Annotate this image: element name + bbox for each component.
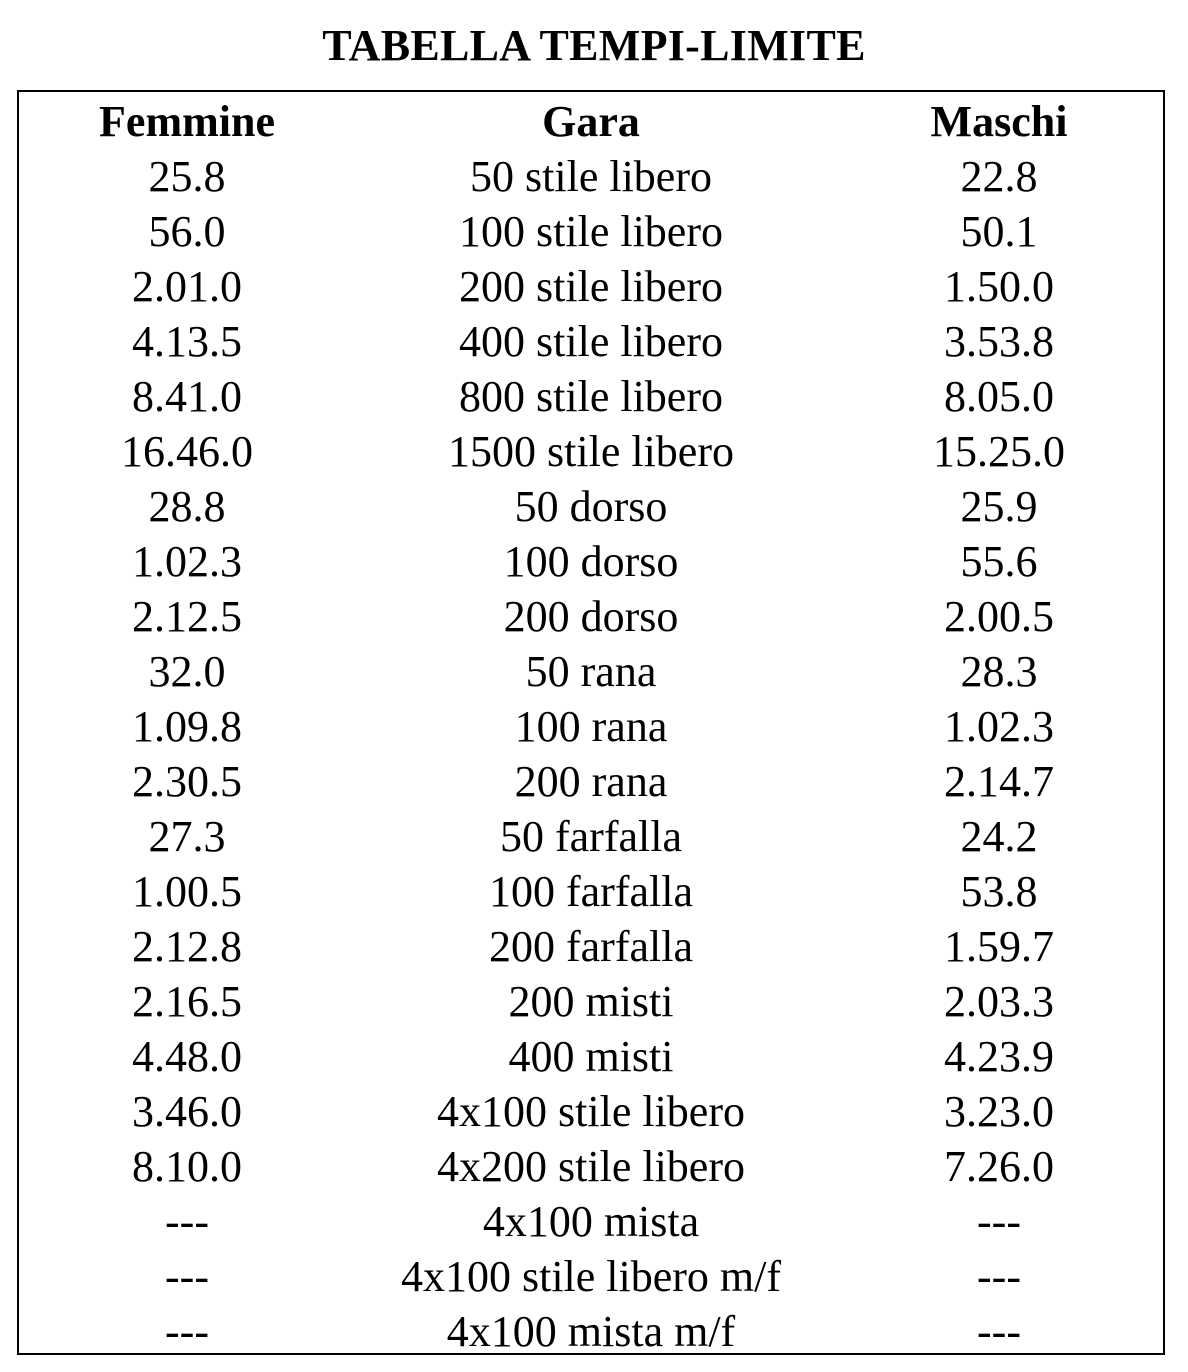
event-name: 4x100 stile libero m/f [400, 1252, 782, 1301]
maschi-time: 3.23.0 [944, 1087, 1054, 1136]
event-name: 50 farfalla [500, 812, 682, 861]
femmine-time: 8.10.0 [132, 1142, 242, 1191]
event-name: 4x100 mista [482, 1197, 700, 1246]
femmine-time: 16.46.0 [121, 427, 253, 476]
maschi-time: 1.02.3 [944, 702, 1054, 751]
table-row [19, 259, 1163, 314]
femmine-time: 2.30.5 [132, 757, 242, 806]
maschi-time: 25.9 [960, 482, 1038, 531]
femmine-time: 1.09.8 [132, 702, 242, 751]
table-header-row [19, 94, 1163, 149]
table-row [19, 919, 1163, 974]
event-name: 200 stile libero [459, 262, 723, 311]
event-name: 1500 stile libero [448, 427, 734, 476]
event-name: 400 stile libero [459, 317, 723, 366]
femmine-time: 1.00.5 [132, 867, 242, 916]
table-row [19, 534, 1163, 589]
maschi-time: 53.8 [960, 867, 1038, 916]
femmine-time: 1.02.3 [132, 537, 242, 586]
table-row [19, 479, 1163, 534]
time-limits-table [17, 90, 1165, 1355]
event-name: 100 rana [514, 702, 668, 751]
maschi-time: --- [977, 1197, 1021, 1246]
femmine-time: 28.8 [148, 482, 226, 531]
maschi-time: 1.59.7 [944, 922, 1054, 971]
table-row [19, 1194, 1163, 1249]
femmine-time: 3.46.0 [132, 1087, 242, 1136]
table-row [19, 1249, 1163, 1304]
event-name: 400 misti [508, 1032, 674, 1081]
maschi-time: 15.25.0 [933, 427, 1065, 476]
maschi-time: 3.53.8 [944, 317, 1054, 366]
maschi-time: 2.03.3 [944, 977, 1054, 1026]
femmine-time: 25.8 [148, 152, 226, 201]
event-name: 200 rana [514, 757, 668, 806]
maschi-time: 4.23.9 [944, 1032, 1054, 1081]
femmine-time: 56.0 [148, 207, 226, 256]
table-row [19, 644, 1163, 699]
table-row [19, 809, 1163, 864]
table-row [19, 589, 1163, 644]
maschi-time: 1.50.0 [944, 262, 1054, 311]
maschi-time: 50.1 [960, 207, 1038, 256]
table-row [19, 369, 1163, 424]
maschi-time: 55.6 [960, 537, 1038, 586]
femmine-time: 8.41.0 [132, 372, 242, 421]
maschi-time: 22.8 [960, 152, 1038, 201]
table-row [19, 1084, 1163, 1139]
table-row [19, 1304, 1163, 1359]
table-row [19, 864, 1163, 919]
maschi-time: 8.05.0 [944, 372, 1054, 421]
maschi-time: 2.14.7 [944, 757, 1054, 806]
event-name: 200 dorso [503, 592, 679, 641]
femmine-time: 2.12.5 [132, 592, 242, 641]
event-name: 100 dorso [503, 537, 679, 586]
femmine-time: 2.12.8 [132, 922, 242, 971]
table-row [19, 1139, 1163, 1194]
table-row [19, 974, 1163, 1029]
header-maschi: Maschi [930, 97, 1068, 146]
femmine-time: 32.0 [148, 647, 226, 696]
table-row [19, 754, 1163, 809]
event-name: 100 farfalla [489, 867, 693, 916]
header-femmine: Femmine [99, 97, 275, 146]
event-name: 800 stile libero [459, 372, 723, 421]
event-name: 50 dorso [514, 482, 668, 531]
femmine-time: --- [165, 1307, 209, 1356]
event-name: 4x200 stile libero [437, 1142, 745, 1191]
femmine-time: 27.3 [148, 812, 226, 861]
event-name: 4x100 stile libero [437, 1087, 745, 1136]
femmine-time: 2.01.0 [132, 262, 242, 311]
maschi-time: 28.3 [960, 647, 1038, 696]
maschi-time: 7.26.0 [944, 1142, 1054, 1191]
femmine-time: --- [165, 1197, 209, 1246]
femmine-time: --- [165, 1252, 209, 1301]
maschi-time: --- [977, 1252, 1021, 1301]
table-row [19, 204, 1163, 259]
table-row [19, 424, 1163, 479]
femmine-time: 2.16.5 [132, 977, 242, 1026]
event-name: 4x100 mista m/f [446, 1307, 736, 1356]
table-row [19, 314, 1163, 369]
femmine-time: 4.48.0 [132, 1032, 242, 1081]
table-row [19, 699, 1163, 754]
table-row [19, 1029, 1163, 1084]
event-name: 200 farfalla [489, 922, 693, 971]
event-name: 200 misti [508, 977, 674, 1026]
maschi-time: 2.00.5 [944, 592, 1054, 641]
page-title: TABELLA TEMPI-LIMITE [322, 21, 866, 70]
femmine-time: 4.13.5 [132, 317, 242, 366]
table-row [19, 149, 1163, 204]
event-name: 100 stile libero [459, 207, 723, 256]
maschi-time: --- [977, 1307, 1021, 1356]
header-gara: Gara [542, 97, 640, 146]
event-name: 50 rana [525, 647, 657, 696]
maschi-time: 24.2 [960, 812, 1038, 861]
event-name: 50 stile libero [470, 152, 712, 201]
